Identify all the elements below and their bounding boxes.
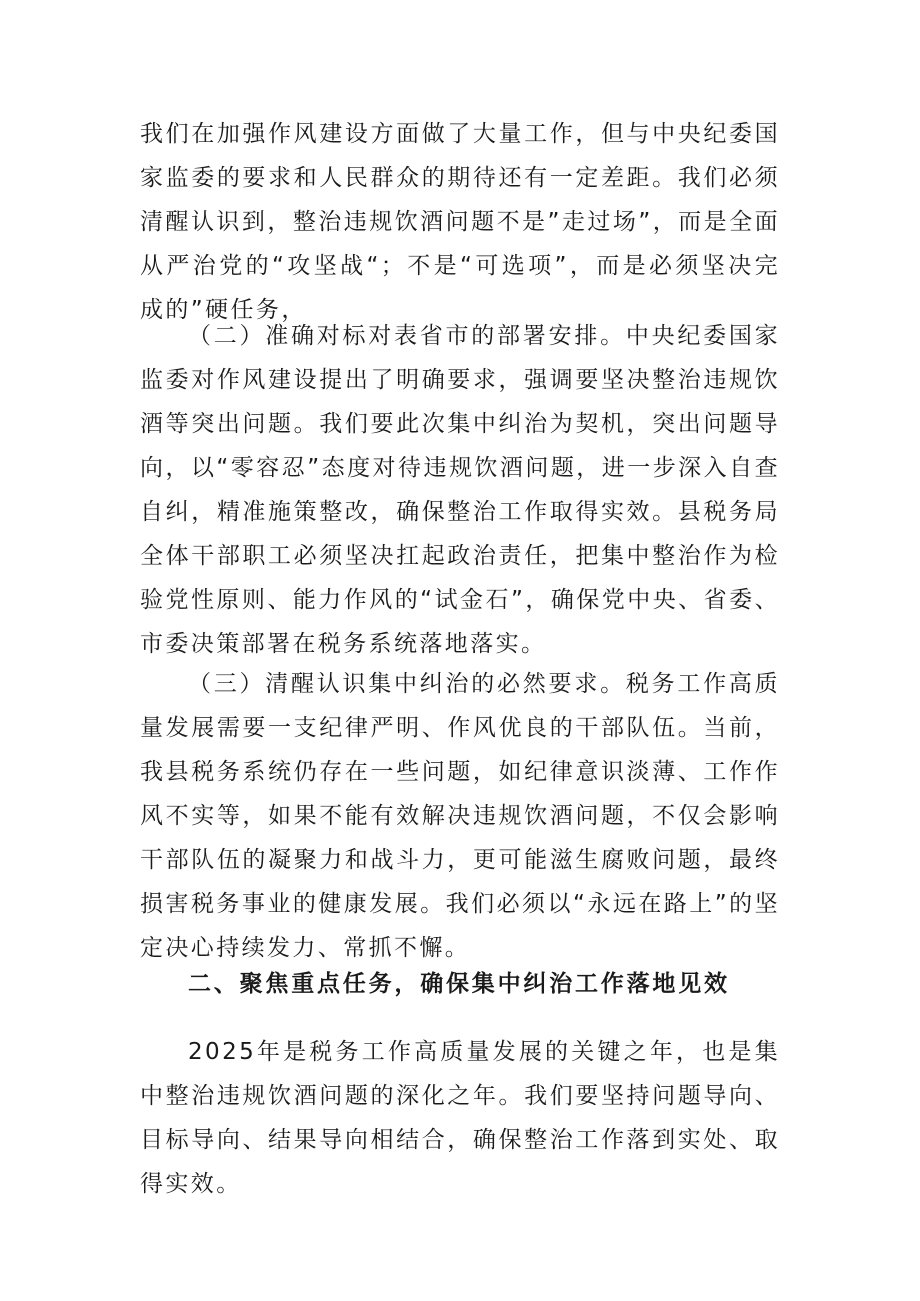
body-paragraph-2: （二）准确对标对表省市的部署安排。中央纪委国家监委对作风建设提出了明确要求，强调要坚决整治违规饮酒等突出问题。我们要此次集中纠治为契机，突出问题导向，以“零容忍”态度对待违规饮酒问题，进一步深入自查自纠，精准施策整改，确保整治工作取得实效。县税务局全体干部职工必须坚决扛起政治责任，把集中整治作为检验党性原则、能力作风的“试金石”，确保党中央、省委、市委决策部署在税务系统落地落实。 (140, 323, 780, 657)
body-paragraph-3: （三）清醒认识集中纠治的必然要求。税务工作高质量发展需要一支纪律严明、作风优良的干部队伍。当前，我县税务系统仍存在一些问题，如纪律意识淡薄、工作作风不实等，如果不能有效解决违规饮酒问题，不仅会影响干部队伍的凝聚力和战斗力，更可能滋生腐败问题，最终损害税务事业的健康发展。我们必须以“永远在路上”的坚定决心持续发力、常抓不懈。 (140, 671, 780, 961)
body-paragraph-1: 我们在加强作风建设方面做了大量工作，但与中央纪委国家监委的要求和人民群众的期待还有一定差距。我们必须清醒认识到，整治违规饮酒问题不是”走过场”，而是全面从严治党的“攻坚战“；不是“可选项”，而是必须坚决完成的”硬任务， (140, 121, 780, 323)
section-heading-2: 二、聚焦重点任务，确保集中纠治工作落地见效 (188, 971, 730, 997)
body-paragraph-4: 2025年是税务工作高质量发展的关键之年，也是集中整治违规饮酒问题的深化之年。我们要坚持问题导向、目标导向、结果导向相结合，确保整治工作落到实处、取得实效。 (140, 1039, 780, 1197)
